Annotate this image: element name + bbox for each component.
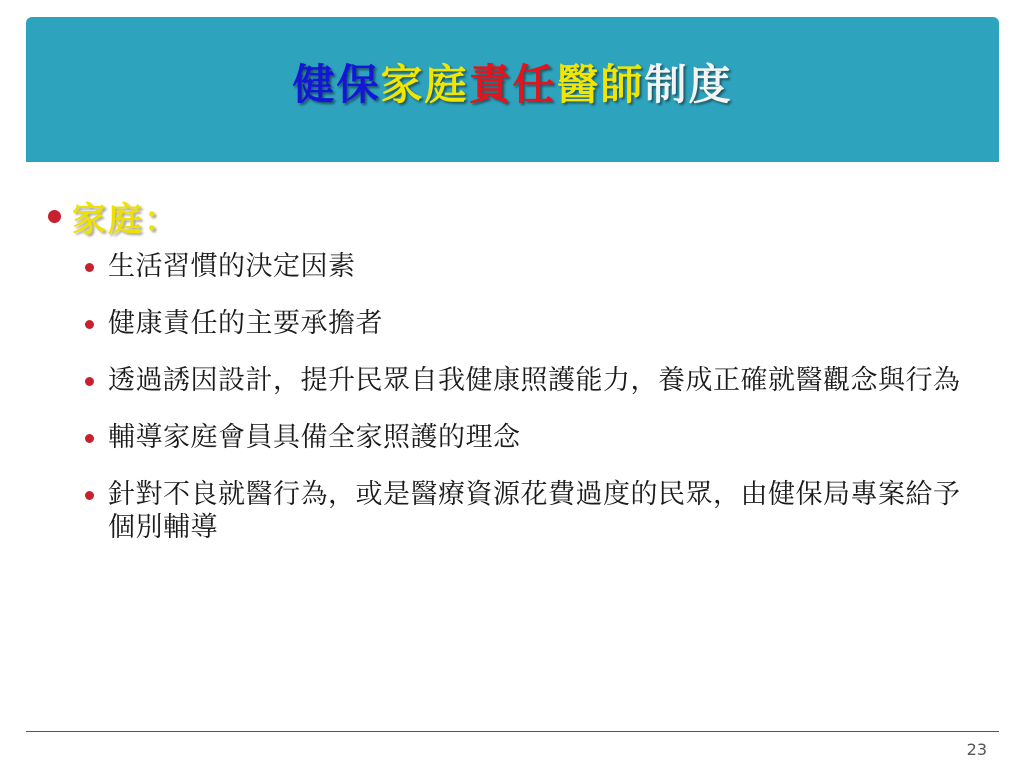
list-item-text: 透過誘因設計，提升民眾自我健康照護能力，養成正確就醫觀念與行為 [108, 365, 961, 396]
list-item [48, 364, 978, 397]
bullet-list [48, 250, 978, 544]
list-item [48, 478, 978, 544]
bullet-dot-icon [85, 263, 94, 272]
title-segment-5: 制度 [644, 59, 733, 109]
slide-title [292, 59, 733, 109]
title-bar [26, 17, 999, 162]
page-number: 23 [966, 740, 987, 759]
list-item [48, 250, 978, 283]
title-segment-3: 責任 [468, 59, 557, 109]
section-heading-row [48, 190, 978, 242]
bullet-dot-icon [85, 377, 94, 386]
footer-divider [26, 731, 999, 732]
bullet-dot-icon [85, 320, 94, 329]
bullet-dot-icon [85, 434, 94, 443]
slide-content [48, 190, 978, 568]
bullet-dot-icon [85, 491, 94, 500]
title-segment-2: 家庭 [380, 59, 469, 109]
section-heading: 家庭： [72, 199, 180, 240]
list-item-text: 生活習慣的決定因素 [108, 251, 356, 282]
list-item-text: 針對不良就醫行為，或是醫療資源花費過度的民眾，由健保局專案給予個別輔導 [108, 479, 961, 543]
title-segment-1: 健保 [292, 59, 381, 109]
list-item-text: 健康責任的主要承擔者 [108, 308, 383, 339]
list-item-text: 輔導家庭會員具備全家照護的理念 [108, 422, 521, 453]
list-item [48, 421, 978, 454]
bullet-dot-icon [48, 210, 61, 223]
title-segment-4: 醫師 [556, 59, 645, 109]
list-item [48, 307, 978, 340]
